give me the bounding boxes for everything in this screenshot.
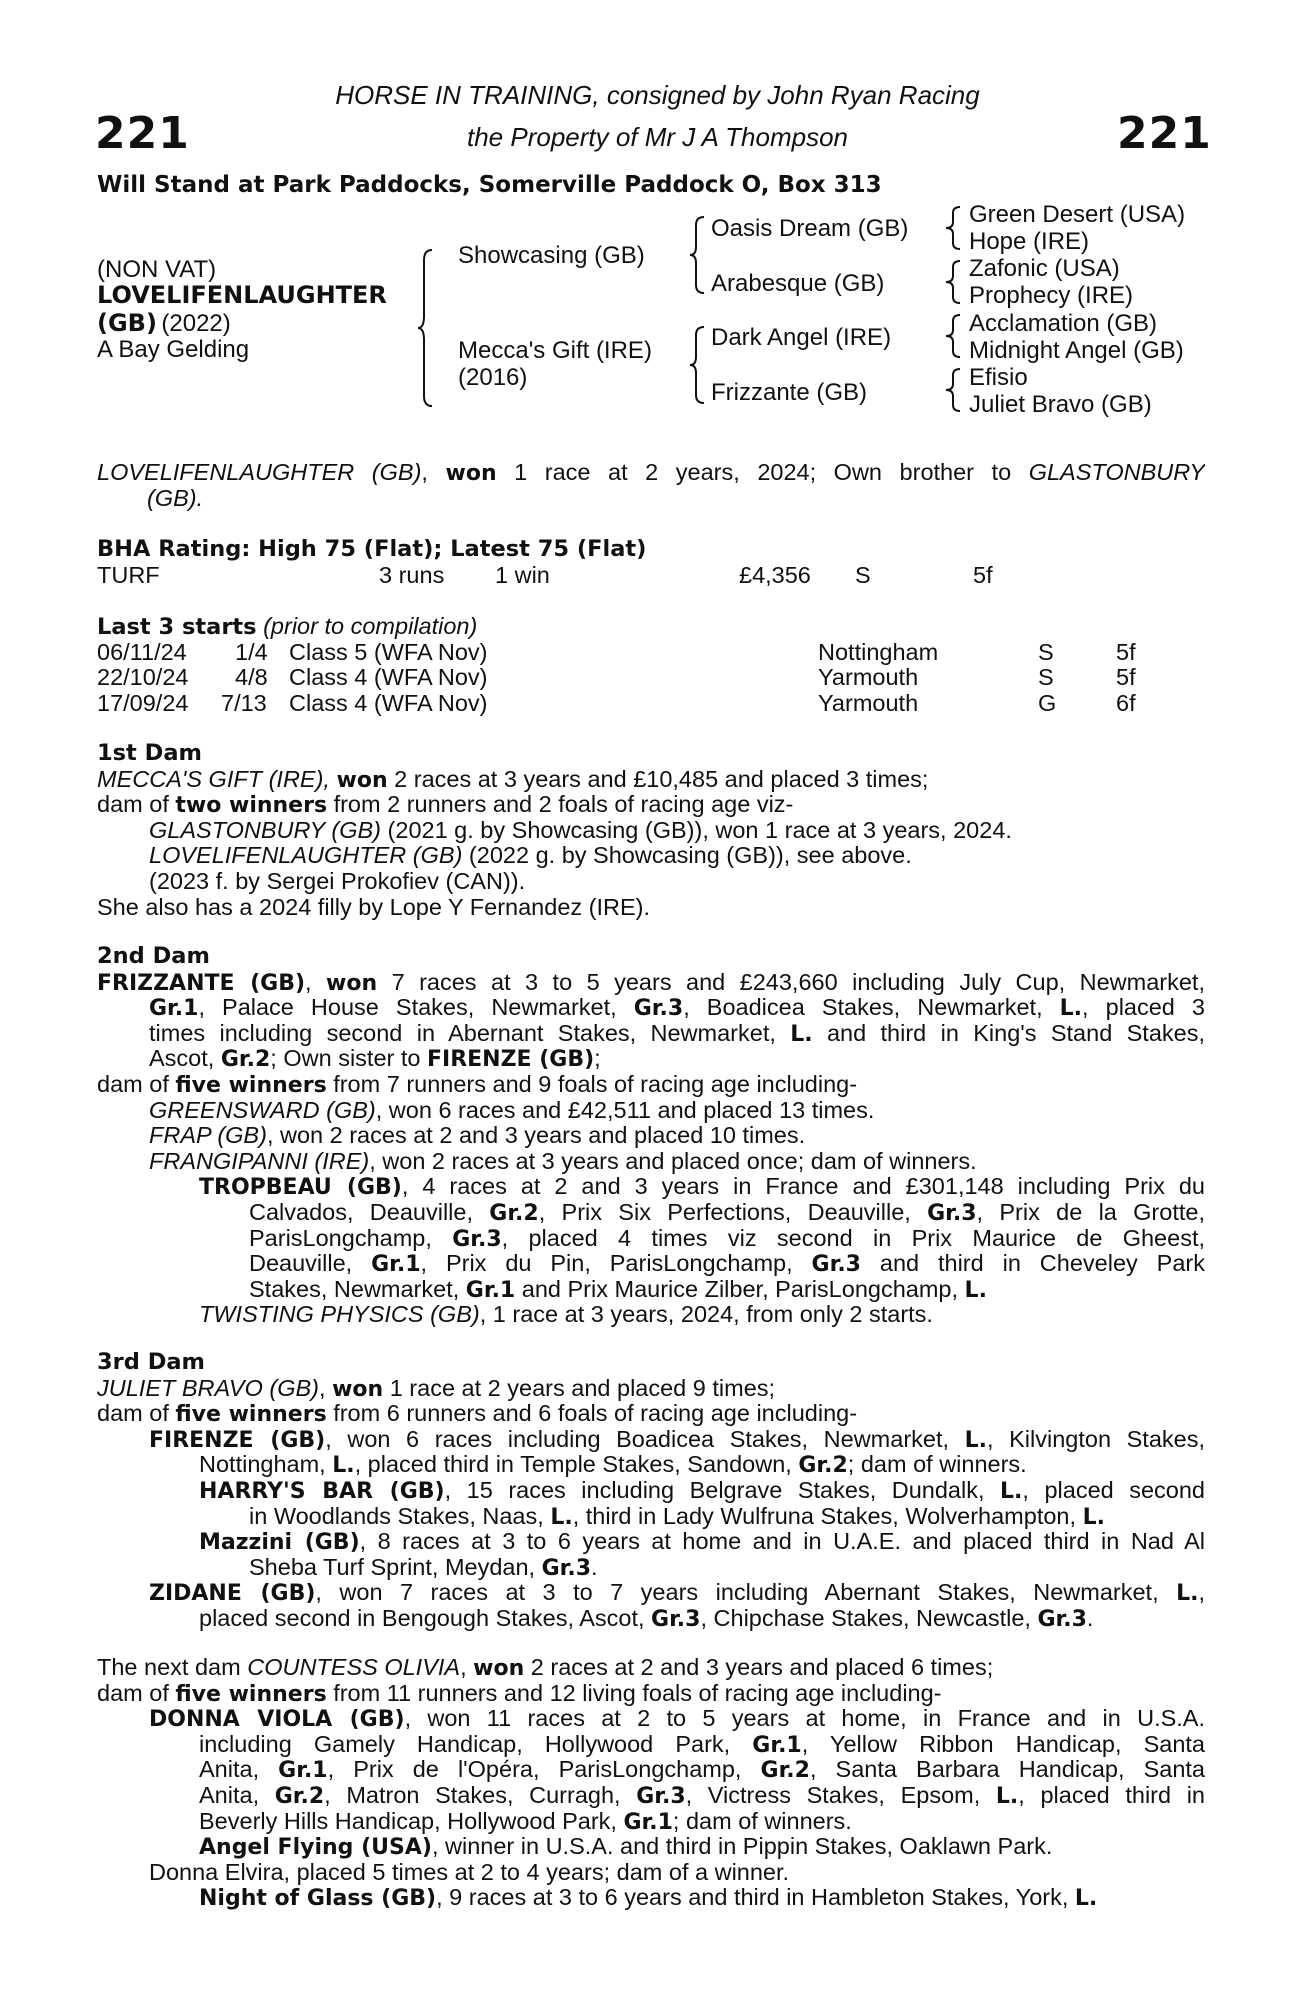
- rating-section: [97, 537, 1205, 588]
- pedigree-ddd: Juliet Bravo (GB): [969, 391, 1152, 418]
- horse-description: A Bay Gelding: [97, 336, 250, 363]
- third-dam-section: 3rd Dam JULIET BRAVO (GB), won 1 race at 2 years and placed 9 times; dam of five winners from 6 runners and 6 foals of racing age including- FIRENZE (GB), won 6 races including Boadicea Stakes, Newmarket, L., Kilvington Stakes, Nottingham, L., placed third in Temple Stakes, Sandown, Gr.2; dam of winners. HARRY'S BAR (GB), 15 races including Belgrave Stakes, Dundalk, L., placed second in Woodlands Stakes, Naas, L., third in Lady Wulfruna Stakes, Wolverhampton, L. Mazzini (GB), 8 races at 3 to 6 years at home and in U.A.E. and placed third in Nad Al Sheba Turf Sprint, Meydan, Gr.3. ZIDANE (GB), won 7 races at 3 to 7 years including Abernant Stakes, Newmarket, L., placed second in Bengough Stakes, Ascot, Gr.3, Chipchase Stakes, Newcastle, Gr.3.: [97, 1349, 1205, 1632]
- brace-sd: [946, 259, 966, 305]
- pedigree-dsd: Midnight Angel (GB): [969, 337, 1184, 364]
- rating-going: S: [855, 561, 871, 588]
- brace-ds: [946, 313, 966, 359]
- summary: [97, 460, 1205, 511]
- pedigree-sdd: Prophecy (IRE): [969, 282, 1134, 309]
- lot-number-left: 221: [95, 108, 190, 159]
- stand-location: Will Stand at Park Paddocks, Somerville Paddock O, Box 313: [97, 172, 882, 198]
- property-line: the Property of Mr J A Thompson: [467, 122, 848, 152]
- start-row: 22/10/24 4/8 Class 4 (WFA Nov) Yarmouth S 5f: [97, 664, 1136, 691]
- brace-sire: [690, 215, 710, 295]
- pedigree-dam-year: (2016): [458, 364, 528, 391]
- third-dam-heading: 3rd Dam: [97, 1349, 205, 1375]
- last-starts-section: [97, 614, 1205, 716]
- pedigree-ss: Oasis Dream (GB): [711, 215, 909, 242]
- rating-row: [97, 563, 1205, 589]
- start-row: 06/11/24 1/4 Class 5 (WFA Nov) Nottingham S 5f: [97, 638, 1136, 665]
- pedigree-sd: Arabesque (GB): [711, 270, 885, 297]
- horse-origin: [97, 309, 231, 338]
- vat-status: (NON VAT): [97, 256, 217, 283]
- brace-horse: [418, 248, 438, 408]
- summary-line: LOVELIFENLAUGHTER (GB), won 1 race at 2 years, 2024; Own brother to GLASTONBURY: [97, 460, 1205, 486]
- lot-number-right: 221: [1117, 108, 1212, 159]
- summary-suffix: (GB).: [147, 484, 204, 511]
- rating-runs: 3 runs: [379, 561, 445, 588]
- rating-distance: 5f: [973, 561, 993, 588]
- pedigree-dam: Mecca's Gift (IRE): [458, 337, 652, 364]
- last-starts-title: Last 3 starts (prior to compilation): [97, 613, 478, 640]
- pedigree-dd: Frizzante (GB): [711, 379, 868, 406]
- pedigree-dss: Acclamation (GB): [969, 310, 1158, 337]
- pedigree-sss: Green Desert (USA): [969, 201, 1186, 228]
- first-dam-section: 1st Dam MECCA'S GIFT (IRE), won 2 races at 3 years and £10,485 and placed 3 times; dam of two winners from 2 runners and 2 foals of racing age viz- GLASTONBURY (GB) (2021 g. by Showcasing (GB)), won 1 race at 3 years, 2024. LOVELIFENLAUGHTER (GB) (2022 g. by Showcasing (GB)), see above. (2023 f. by Sergei Prokofiev (CAN)). She also has a 2024 filly by Lope Y Fernandez (IRE).: [97, 741, 1205, 920]
- pedigree-sds: Zafonic (USA): [969, 255, 1120, 282]
- rating-title: BHA Rating: High 75 (Flat); Latest 75 (Flat): [97, 536, 647, 562]
- second-dam-heading: 2nd Dam: [97, 943, 210, 969]
- brace-ss: [946, 205, 966, 251]
- rating-surface: TURF: [97, 561, 160, 588]
- pedigree-sire: Showcasing (GB): [458, 242, 645, 269]
- first-dam-heading: 1st Dam: [97, 740, 202, 766]
- horse-name: LOVELIFENLAUGHTER: [97, 281, 387, 309]
- rating-wins: 1 win: [495, 561, 550, 588]
- consignor-line: HORSE IN TRAINING, consigned by John Ryan Racing: [335, 80, 980, 110]
- horse-year: (2022): [161, 310, 231, 337]
- pedigree-ds: Dark Angel (IRE): [711, 324, 892, 351]
- second-dam-section: 2nd Dam FRIZZANTE (GB), won 7 races at 3 to 5 years and £243,660 including July Cup, Newmarket, Gr.1, Palace House Stakes, Newmarket, Gr.3, Boadicea Stakes, Newmarket, L., placed 3 times including second in Abernant Stakes, Newmarket, L. and third in King's Stand Stakes, Ascot, Gr.2; Own sister to FIRENZE (GB); dam of five winners from 7 runners and 9 foals of racing age including- GREENSWARD (GB), won 6 races and £42,511 and placed 13 times. FRAP (GB), won 2 races at 2 and 3 years and placed 10 times. FRANGIPANNI (IRE), won 2 races at 3 years and placed once; dam of winners. TROPBEAU (GB), 4 races at 2 and 3 years in France and £301,148 including Prix du Calvados, Deauville, Gr.2, Prix Six Perfections, Deauville, Gr.3, Prix de la Grotte, ParisLongchamp, Gr.3, placed 4 times viz second in Prix Maurice de Gheest, Deauville, Gr.1, Prix du Pin, ParisLongchamp, Gr.3 and third in Cheveley Park Stakes, Newmarket, Gr.1 and Prix Maurice Zilber, ParisLongchamp, L. TWISTING PHYSICS (GB), 1 race at 3 years, 2024, from only 2 starts.: [97, 943, 1205, 1328]
- next-dam-section: The next dam COUNTESS OLIVIA, won 2 races at 2 and 3 years and placed 6 times; dam of five winners from 11 runners and 12 living foals of racing age including- DONNA VIOLA (GB), won 11 races at 2 to 5 years at home, in France and in U.S.A. including Gamely Handicap, Hollywood Park, Gr.1, Yellow Ribbon Handicap, Santa Anita, Gr.1, Prix de l'Opéra, ParisLongchamp, Gr.2, Santa Barbara Handicap, Santa Anita, Gr.2, Matron Stakes, Curragh, Gr.3, Victress Stakes, Epsom, L., placed third in Beverly Hills Handicap, Hollywood Park, Gr.1; dam of winners. Angel Flying (USA), winner in U.S.A. and third in Pippin Stakes, Oaklawn Park. Donna Elvira, placed 5 times at 2 to 4 years; dam of a winner. Night of Glass (GB), 9 races at 3 to 6 years and third in Hambleton Stakes, York, L.: [97, 1654, 1205, 1912]
- brace-dd: [946, 367, 966, 413]
- pedigree-dds: Efisio: [969, 364, 1028, 391]
- horse-country: (GB): [97, 309, 157, 337]
- pedigree-ssd: Hope (IRE): [969, 228, 1090, 255]
- start-row: 17/09/24 7/13 Class 4 (WFA Nov) Yarmouth G 6f: [97, 689, 1136, 716]
- rating-prize: £4,356: [739, 561, 811, 588]
- brace-dam: [690, 325, 710, 405]
